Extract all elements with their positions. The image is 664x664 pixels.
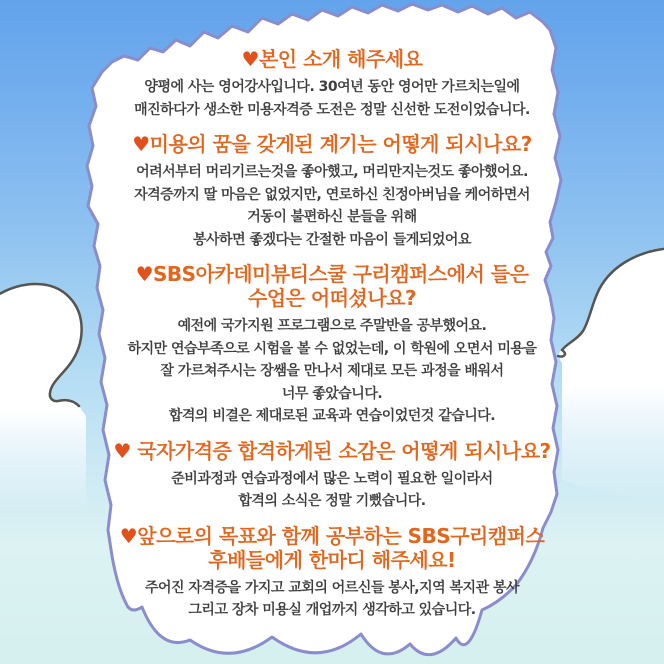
heart-icon: ♥ [241,47,259,71]
question-text: 앞으로의 목표와 함께 공부하는 SBS구리캠퍼스 [137,523,545,548]
question-text: 국자가격증 합격하게된 소감은 어떻게 되시나요? [130,438,551,463]
answer-text [100,577,564,622]
answer-line: 자격증까지 딸 마음은 없었지만, 연로하신 친정아버님을 케어하면서 [134,186,530,203]
question-line [100,132,564,156]
answer-text [100,315,564,428]
question-heading [100,439,564,463]
question-line [100,262,564,286]
answer-line: 거동이 불편하신 분들을 위해 [247,209,417,225]
question-heading [100,262,564,310]
answer-text [100,161,564,251]
answer-line: 어려서부터 머리기르는것을 좋아했고, 머리만지는것도 좋아했어요. [136,164,528,180]
question-text: 미용의 꿈을 갖게된 계기는 어떻게 되시나요? [149,132,532,156]
question-line [100,548,564,572]
question-line [100,524,564,548]
question-line [100,439,564,463]
question-line [100,286,564,310]
interview-content [100,36,564,622]
answer-line: 잘 가르쳐주시는 장쌤을 만나서 제대로 모든 과정을 배워서 [160,363,504,379]
answer-line: 그리고 장차 미용실 개업까지 생각하고 있습니다. [188,602,476,618]
answer-line: 합격의 비결은 제대로된 교육과 연습이었던것 같습니다. [168,408,496,424]
heart-icon: ♥ [119,523,138,548]
cloud-left [0,284,86,512]
heart-icon: ♥ [132,132,150,156]
question-text: SBS아카데미뷰티스쿨 구리캠퍼스에서 들은 [153,262,529,286]
qa-section-certificate [100,439,564,513]
answer-line: 봉사하면 좋겠다는 간절한 마음이 들게되었어요 [193,231,471,248]
qa-section-intro [100,47,564,121]
heart-icon: ♥ [113,438,131,463]
question-text: 후배들에게 한마디 해주세요! [208,547,456,572]
answer-line: 준비과정과 연습과정에서 많은 노력이 필요한 일이라서 [171,470,493,487]
answer-line: 주어진 자격증을 가지고 교회의 어르신들 봉사,지역 복지관 봉사 [144,579,520,596]
answer-text [100,76,564,121]
qa-section-campus-class [100,262,564,428]
question-heading [100,132,564,156]
answer-line: 매진하다가 생소한 미용자격증 도전은 정말 신선한 도전이었습니다. [134,101,530,118]
question-text: 수업은 어떠셨나요? [247,286,417,310]
answer-line: 양평에 사는 영어강사입니다. 30여년 동안 영어만 가르치는일에 [144,79,520,95]
qa-section-goal-message [100,524,564,622]
answer-line: 하지만 연습부족으로 시험을 볼 수 없었는데, 이 학원에 오면서 미용을 [127,340,537,357]
answer-line: 예전에 국가지원 프로그램으로 주말반을 공부했어요. [177,318,487,334]
question-heading [100,47,564,71]
qa-section-dream [100,132,564,251]
cloud-right [559,248,664,500]
question-line [100,47,564,71]
answer-line: 합격의 소식은 정말 기뻤습니다. [238,493,426,509]
question-heading [100,524,564,572]
answer-line: 너무 좋았습니다. [281,385,383,402]
heart-icon: ♥ [135,262,153,286]
question-text: 본인 소개 해주세요 [258,47,423,71]
answer-text [100,468,564,513]
